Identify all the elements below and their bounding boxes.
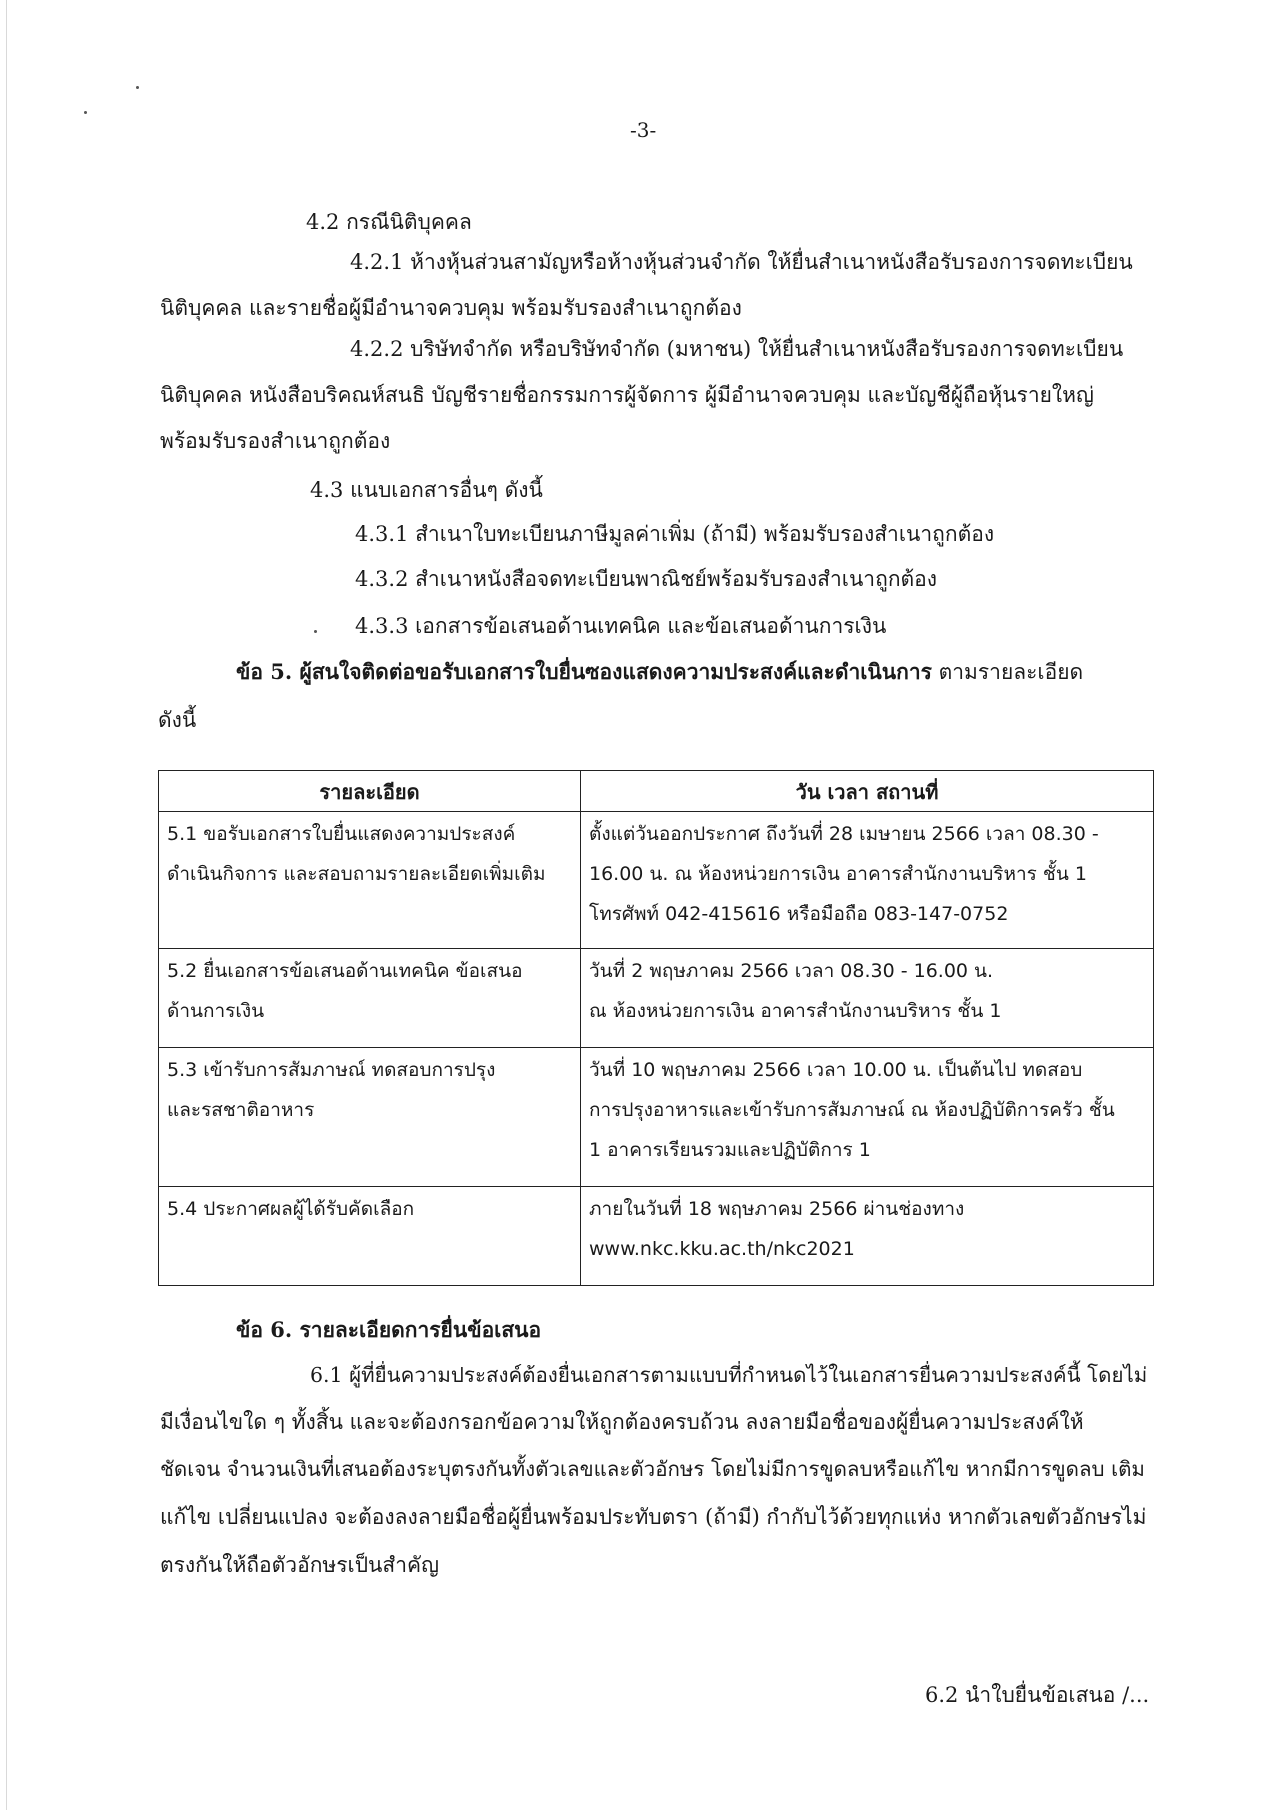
table-row [159,949,1154,1048]
cell-line: www.nkc.kku.ac.th/nkc2021 [589,1238,855,1260]
detail-cell [159,949,581,1048]
scan-speck [314,630,317,633]
detail-cell [159,1048,581,1187]
cell-line: 5.4 ประกาศผลผู้ได้รับคัดเลือก [167,1198,415,1220]
item-4-3-2: 4.3.2 สำเนาหนังสือจดทะเบียนพาณิชย์พร้อมรับรองสำเนาถูกต้อง [355,567,938,591]
table-row [159,812,1154,949]
cell-line: ด้านการเงิน [167,1000,265,1022]
heading-6: ข้อ 6. รายละเอียดการยื่นข้อเสนอ [236,1317,542,1342]
detail-cell [159,1187,581,1286]
when-cell [581,812,1154,949]
cell-line: โทรศัพท์ 042-415616 หรือมือถือ 083-147-0752 [589,903,1009,925]
header-when-where: วัน เวลา สถานที่ [581,771,1154,812]
para-6-1-line4: แก้ไข เปลี่ยนแปลง จะต้องลงลายมือชื่อผู้ยื่นพร้อมประทับตรา (ถ้ามี) กำกับไว้ด้วยทุกแห่ง หากตัวเลขตัวอักษรไม่ [160,1505,1147,1529]
cell-line: ดำเนินกิจการ และสอบถามรายละเอียดเพิ่มเติม [167,863,546,885]
cell-line: 1 อาคารเรียนรวมและปฏิบัติการ 1 [589,1139,871,1161]
when-cell [581,949,1154,1048]
item-4-2-2-line3: พร้อมรับรองสำเนาถูกต้อง [160,429,391,453]
para-6-1-line2: มีเงื่อนไขใด ๆ ทั้งสิ้น และจะต้องกรอกข้อความให้ถูกต้องครบถ้วน ลงลายมือชื่อของผู้ยื่นความประสงค์ให้ [160,1410,1084,1434]
detail-cell [159,812,581,949]
cell-line: ณ ห้องหน่วยการเงิน อาคารสำนักงานบริหาร ชั้น 1 [589,1000,1002,1022]
item-4-2-1-line2: นิติบุคคล และรายชื่อผู้มีอำนาจควบคุม พร้อมรับรองสำเนาถูกต้อง [160,296,742,320]
table-row [159,1187,1154,1286]
when-cell [581,1187,1154,1286]
cell-line: วันที่ 10 พฤษภาคม 2566 เวลา 10.00 น. เป็นต้นไป ทดสอบ [589,1059,1083,1081]
item-4-3-3: 4.3.3 เอกสารข้อเสนอด้านเทคนิค และข้อเสนอด้านการเงิน [355,614,887,638]
page-number: -3- [630,118,657,142]
heading-5-rest: ตามรายละเอียด [931,660,1084,684]
heading-5-bold: ข้อ 5. ผู้สนใจติดต่อขอรับเอกสารใบยื่นซองแสดงความประสงค์และดำเนินการ [236,659,932,684]
heading-5-line2: ดังนี้ [158,708,197,732]
continuation-note: 6.2 นำใบยื่นข้อเสนอ /... [925,1683,1150,1707]
heading-4-2: 4.2 กรณีนิติบุคคล [306,210,472,234]
item-4-3-1: 4.3.1 สำเนาใบทะเบียนภาษีมูลค่าเพิ่ม (ถ้ามี) พร้อมรับรองสำเนาถูกต้อง [355,522,995,546]
para-6-1-line5: ตรงกันให้ถือตัวอักษรเป็นสำคัญ [160,1553,439,1577]
heading-5 [236,660,1083,684]
table-header-row [159,771,1154,812]
scan-edge-line [6,0,7,1810]
cell-line: การปรุงอาหารและเข้ารับการสัมภาษณ์ ณ ห้องปฏิบัติการครัว ชั้น [589,1099,1115,1121]
table-row [159,1048,1154,1187]
para-6-1-line3: ชัดเจน จำนวนเงินที่เสนอต้องระบุตรงกันทั้งตัวเลขและตัวอักษร โดยไม่มีการขูดลบหรือแก้ไข หากมีการขูดลบ เติม [160,1457,1145,1481]
scan-speck [136,86,139,89]
when-cell [581,1048,1154,1187]
cell-line: และรสชาติอาหาร [167,1099,315,1121]
cell-line: ภายในวันที่ 18 พฤษภาคม 2566 ผ่านช่องทาง [589,1198,965,1220]
cell-line: 5.1 ขอรับเอกสารใบยื่นแสดงความประสงค์ [167,823,516,845]
scan-speck [84,111,87,114]
cell-line: 5.3 เข้ารับการสัมภาษณ์ ทดสอบการปรุง [167,1059,496,1081]
item-4-2-1-line1: 4.2.1 ห้างหุ้นส่วนสามัญหรือห้างหุ้นส่วนจำกัด ให้ยื่นสำเนาหนังสือรับรองการจดทะเบียน [350,250,1133,274]
cell-line: ตั้งแต่วันออกประกาศ ถึงวันที่ 28 เมษายน 2566 เวลา 08.30 - [589,823,1099,845]
schedule-table [158,770,1154,1286]
cell-line: วันที่ 2 พฤษภาคม 2566 เวลา 08.30 - 16.00 น. [589,960,994,982]
item-4-2-2-line2: นิติบุคคล หนังสือบริคณห์สนธิ บัญชีรายชื่อกรรมการผู้จัดการ ผู้มีอำนาจควบคุม และบัญชีผู้ถือหุ้นรายใหญ่ [160,383,1094,407]
header-detail: รายละเอียด [159,771,581,812]
cell-line: 5.2 ยื่นเอกสารข้อเสนอด้านเทคนิค ข้อเสนอ [167,960,523,982]
para-6-1-line1: 6.1 ผู้ที่ยื่นความประสงค์ต้องยื่นเอกสารตามแบบที่กำหนดไว้ในเอกสารยื่นความประสงค์นี้ โดยไม่ [310,1363,1148,1387]
cell-line: 16.00 น. ณ ห้องหน่วยการเงิน อาคารสำนักงานบริหาร ชั้น 1 [589,863,1087,885]
item-4-2-2-line1: 4.2.2 บริษัทจำกัด หรือบริษัทจำกัด (มหาชน) ให้ยื่นสำเนาหนังสือรับรองการจดทะเบียน [350,337,1124,361]
heading-4-3: 4.3 แนบเอกสารอื่นๆ ดังนี้ [310,478,543,502]
